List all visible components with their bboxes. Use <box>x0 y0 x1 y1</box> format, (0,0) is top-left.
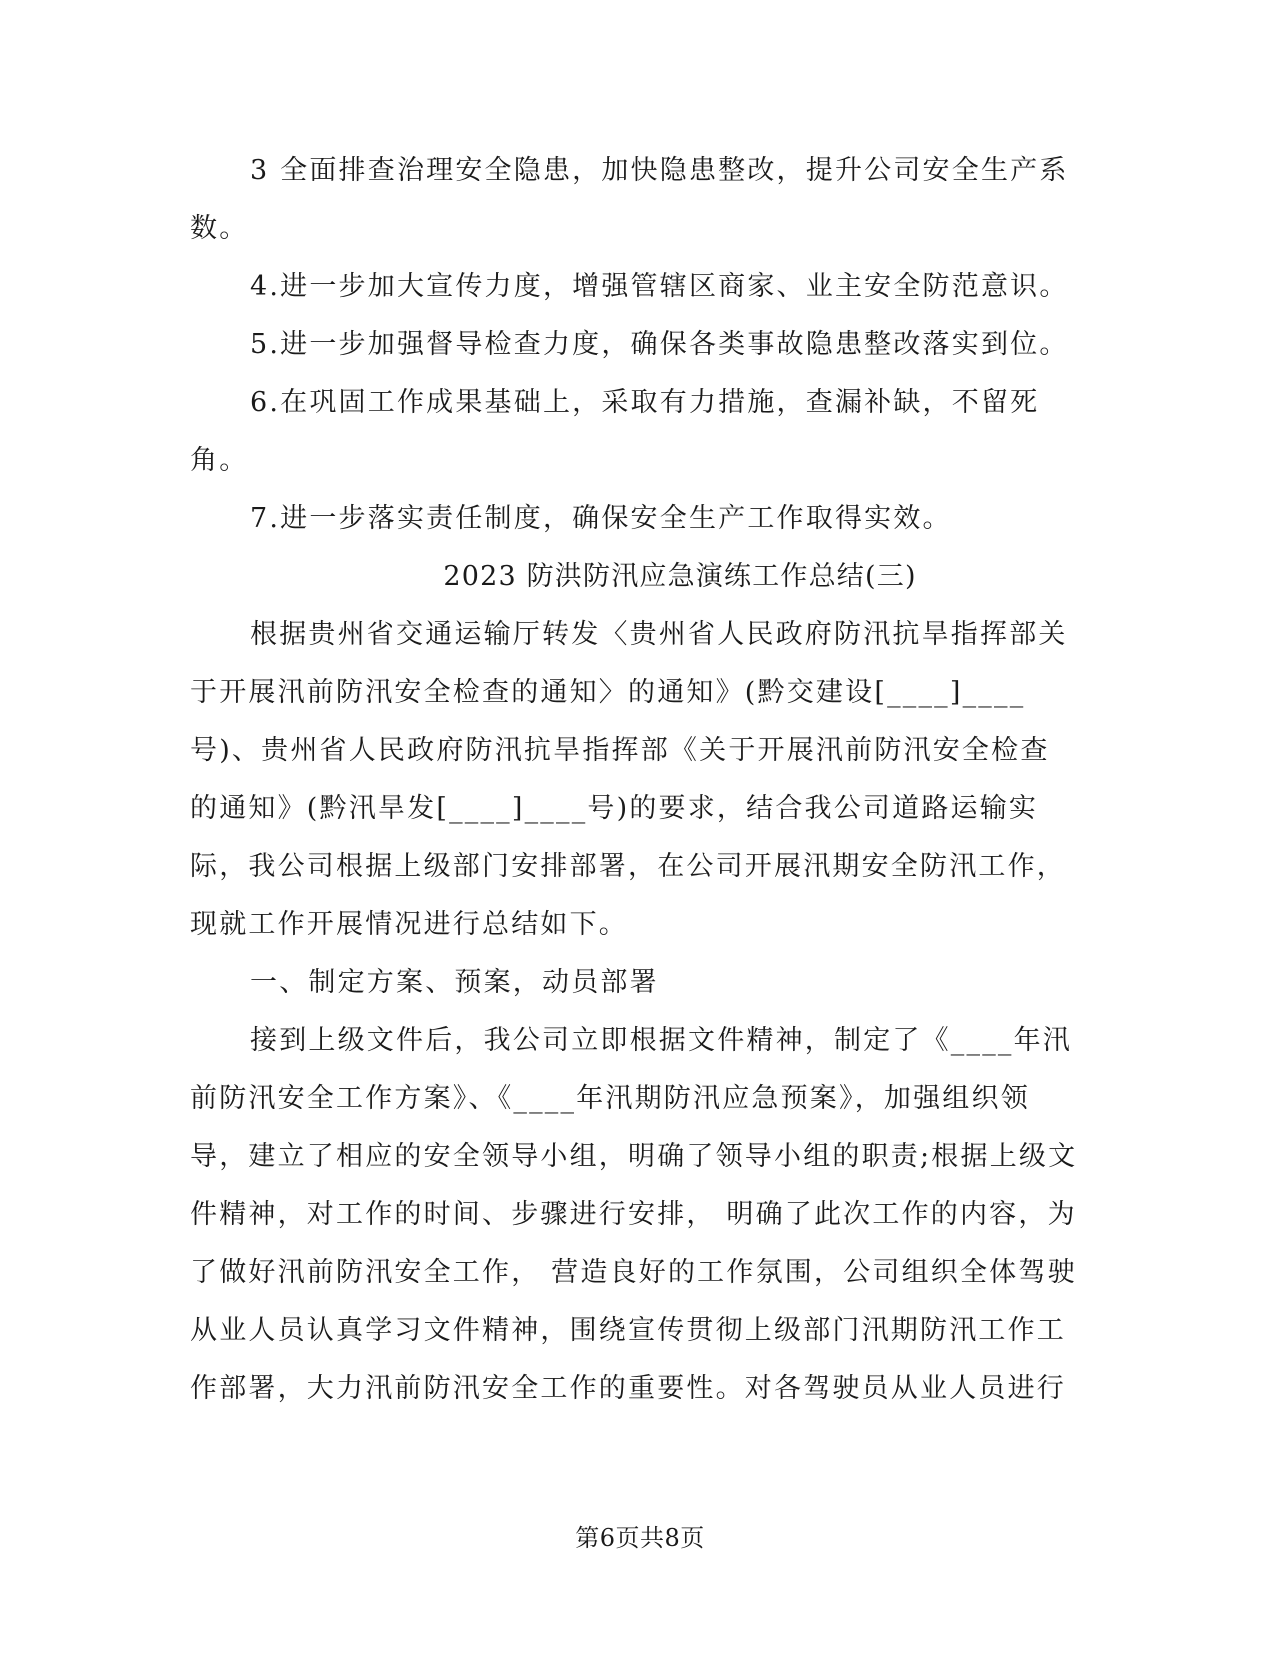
section-1-line: 了做好汛前防汛安全工作， 营造良好的工作氛围，公司组织全体驾驶 <box>190 1257 1077 1288</box>
list-item-6-line-2: 角。 <box>190 445 249 476</box>
page-number: 第6页共8页 <box>575 1524 705 1552</box>
intro-line: 际，我公司根据上级部门安排部署，在公司开展汛期安全防汛工作， <box>190 851 1066 882</box>
intro-line: 现就工作开展情况进行总结如下。 <box>190 909 628 940</box>
document-body <box>190 142 1078 1418</box>
list-item-5: 5.进一步加强督导检查力度，确保各类事故隐患整改落实到位。 <box>250 329 1069 360</box>
list-item-7: 7.进一步落实责任制度，确保安全生产工作取得实效。 <box>250 503 952 534</box>
section-1-line: 接到上级文件后，我公司立即根据文件精神，制定了《____年汛 <box>250 1025 1072 1056</box>
list-item-3-line-1: 3 全面排查治理安全隐患，加快隐患整改，提升公司安全生产系 <box>250 155 1069 186</box>
section-1-line: 从业人员认真学习文件精神，围绕宣传贯彻上级部门汛期防汛工作工 <box>190 1315 1066 1346</box>
section-1-line: 件精神，对工作的时间、步骤进行安排， 明确了此次工作的内容，为 <box>190 1199 1077 1230</box>
intro-line: 根据贵州省交通运输厅转发〈贵州省人民政府防汛抗旱指挥部关 <box>250 619 1068 650</box>
list-item-3-line-2: 数。 <box>190 213 249 244</box>
list-item-4: 4.进一步加大宣传力度，增强管辖区商家、业主安全防范意识。 <box>250 271 1069 302</box>
section-1-line: 导，建立了相应的安全领导小组，明确了领导小组的职责;根据上级文 <box>190 1141 1078 1172</box>
section-title: 2023 防洪防汛应急演练工作总结(三) <box>443 561 917 592</box>
intro-line: 的通知》(黔汛旱发[____]____号)的要求，结合我公司道路运输实 <box>190 793 1039 824</box>
intro-line: 于开展汛前防汛安全检查的通知〉的通知》(黔交建设[____]____ <box>190 677 1026 708</box>
section-1-heading: 一、制定方案、预案，动员部署 <box>250 967 659 998</box>
section-1-line: 前防汛安全工作方案》、《____年汛期防汛应急预案》，加强组织领 <box>190 1083 1030 1114</box>
list-item-6-line-1: 6.在巩固工作成果基础上，采取有力措施，查漏补缺，不留死 <box>250 387 1040 418</box>
section-1-line: 作部署，大力汛前防汛安全工作的重要性。对各驾驶员从业人员进行 <box>190 1373 1066 1404</box>
intro-line: 号)、贵州省人民政府防汛抗旱指挥部《关于开展汛前防汛安全检查 <box>190 735 1050 766</box>
